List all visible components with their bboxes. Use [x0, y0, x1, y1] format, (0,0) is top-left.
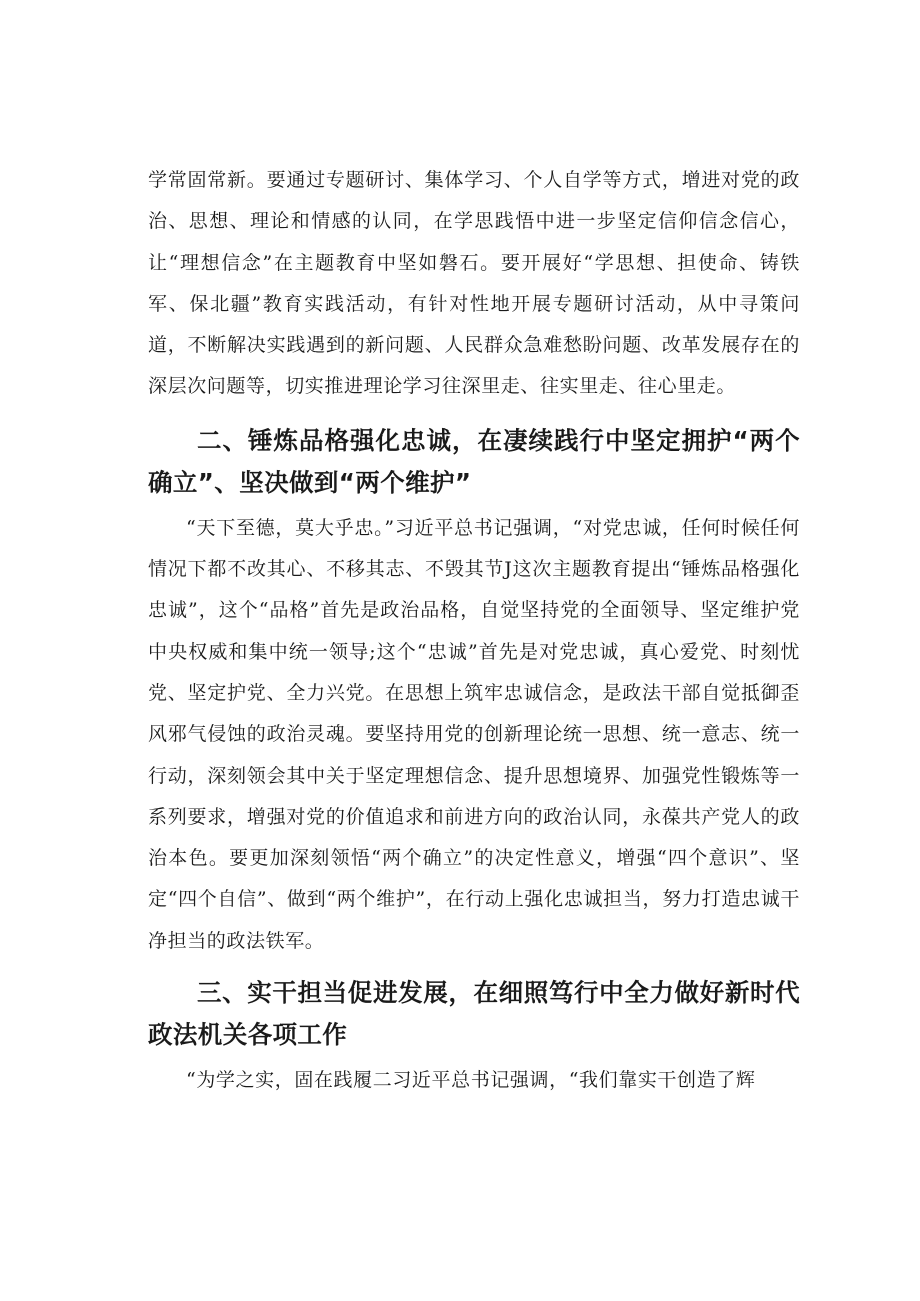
section-heading-3: 三、实干担当促进发展，在细照笃行中全力做好新时代政法机关各项工作: [148, 978, 800, 1050]
body-paragraph: 学常固常新。要通过专题研讨、集体学习、个人自学等方式，增进对党的政治、思想、理论和情感的认同，在学思践悟中进一步坚定信仰信念信心，让“理想信念”在主题教育中坚如磐石。要开展好“学思想、担使命、铸铁军、保北疆”教育实践活动，有针对性地开展专题研讨活动，从中寻策问道，不断解决实践遇到的新问题、人民群众急难愁盼问题、改革发展存在的深层次问题等，切实推进理论学习往深里走、往实里走、往心里走。: [148, 169, 800, 398]
body-paragraph: “为学之实，固在践履二习近平总书记强调，“我们靠实干创造了辉: [186, 1069, 756, 1092]
section-heading-2: 二、锤炼品格强化忠诚，在凄续践行中坚定拥护“两个确立”、坚决做到“两个维护”: [148, 425, 800, 497]
document-page: [148, 160, 800, 1101]
body-paragraph: “天下至德，莫大乎忠。”习近平总书记强调，“对党忠诚，任何时候任何情况下都不改其心、不移其志、不毁其节J这次主题教育提出“锤炼品格强化忠诚”，这个“品格”首先是政治品格，自觉坚持党的全面领导、坚定维护党中央权威和集中统一领导;这个“忠诚”首先是对党忠诚，真心爱党、时刻忧党、坚定护党、全力兴党。在思想上筑牢忠诚信念，是政法干部自觉抵御歪风邪气侵蚀的政治灵魂。要坚持用党的创新理论统一思想、统一意志、统一行动，深刻领会其中关于坚定理想信念、提升思想境界、加强党性锻炼等一系列要求，增强对党的价值追求和前进方向的政治认同，永葆共产党人的政治本色。要更加深刻领悟“两个确立”的决定性意义，增强“四个意识”、坚定“四个自信”、做到“两个维护”，在行动上强化忠诚担当，努力打造忠诚干净担当的政法铁军。: [148, 516, 800, 952]
